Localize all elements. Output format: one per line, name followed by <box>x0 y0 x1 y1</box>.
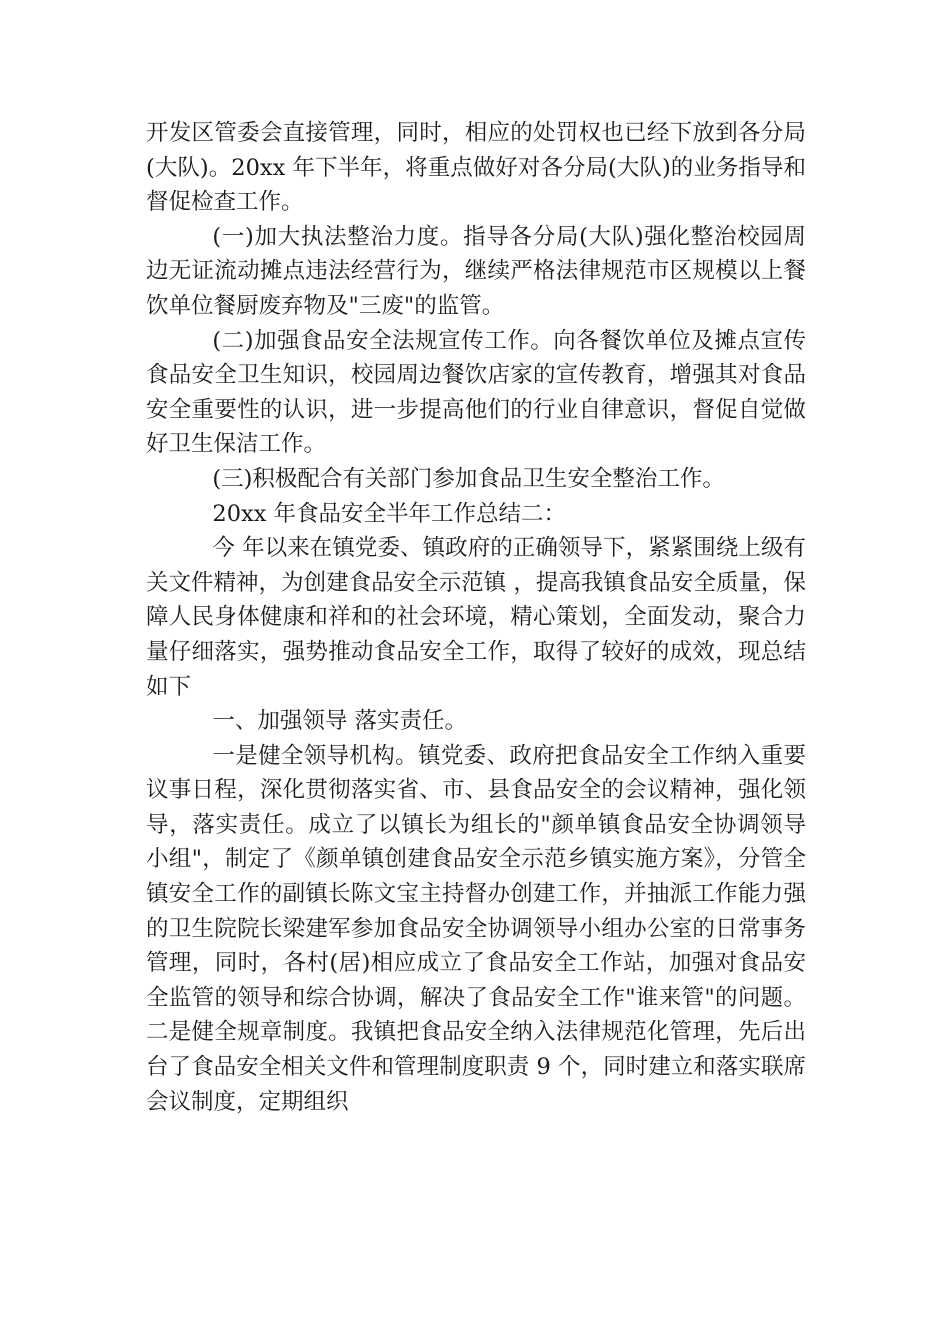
paragraph-introduction: 今 年以来在镇党委、镇政府的正确领导下，紧紧围绕上级有关文件精神，为创建食品安全示范镇 ，提高我镇食品安全质量，保障人民身体健康和祥和的社会环境，精心策划，全面发动，聚合力量仔细落实，强势推动食品安全工作，取得了较好的成效，现总结如下 <box>146 535 806 700</box>
section-heading-summary-two: 20xx 年食品安全半年工作总结二： <box>212 500 567 527</box>
document-body <box>146 116 806 1119</box>
paragraph-continuation: 开发区管委会直接管理，同时，相应的处罚权也已经下放到各分局(大队)。20xx 年下半年，将重点做好对各分局(大队)的业务指导和督促检查工作。 <box>146 120 806 216</box>
paragraph-leadership-detail: 一是健全领导机构。镇党委、政府把食品安全工作纳入重要议事日程，深化贯彻落实省、市、县食品安全的会议精神，强化领导，落实责任。成立了以镇长为组长的"颜单镇食品安全协调领导小组"，制定了《颜单镇创建食品安全示范乡镇实施方案》，分管全镇安全工作的副镇长陈文宝主持督办创建工作，并抽派工作能力强的卫生院院长梁建军参加食品安全协调领导小组办公室的日常事务管理，同时，各村(居)相应成立了食品安全工作站，加强对食品安全监管的领导和综合协调，解决了食品安全工作"谁来管"的问题。 二是健全规章制度。我镇把食品安全纳入法律规范化管理，先后出台了食品安全相关文件和管理制度职责 9 个，同时建立和落实联席会议制度，定期组织 <box>146 742 806 1115</box>
paragraph-cooperation: (三)积极配合有关部门参加食品卫生安全整治工作。 <box>212 465 725 492</box>
section-heading-leadership: 一、加强领导 落实责任。 <box>212 708 468 735</box>
paragraph-publicity: (二)加强食品安全法规宣传工作。向各餐饮单位及摊点宣传食品安全卫生知识，校园周边餐饮店家的宣传教育，增强其对食品安全重要性的认识，进一步提高他们的行业自律意识，督促自觉做好卫生保洁工作。 <box>146 327 806 458</box>
paragraph-enforcement: (一)加大执法整治力度。指导各分局(大队)强化整治校园周边无证流动摊点违法经营行为，继续严格法律规范市区规模以上餐饮单位餐厨废弃物及"三废"的监管。 <box>146 223 806 319</box>
